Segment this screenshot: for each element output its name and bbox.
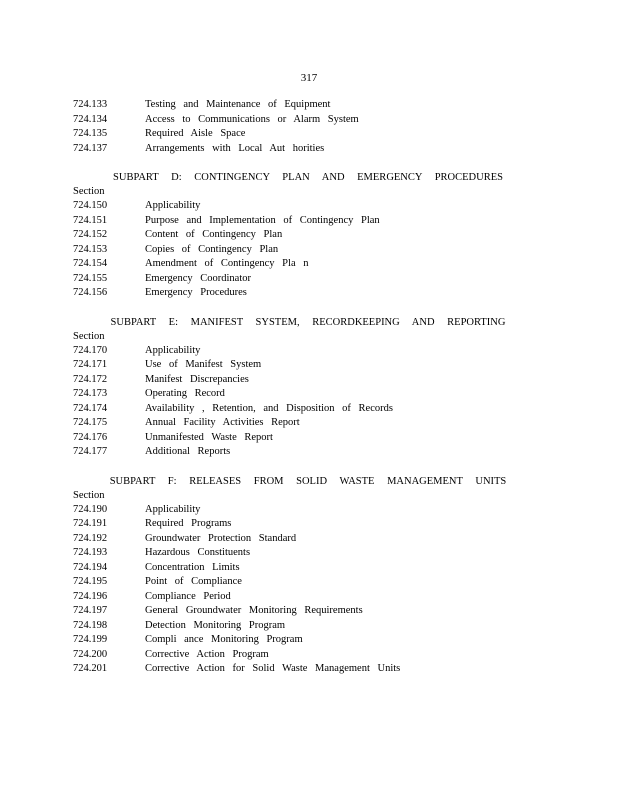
section-number: 724.190 [73, 503, 108, 515]
section-number: 724.137 [73, 142, 108, 154]
toc-row [73, 517, 543, 532]
toc-row [73, 445, 543, 460]
toc-row [73, 142, 543, 157]
section-title: Applicability [145, 344, 201, 356]
toc-row [73, 127, 543, 142]
toc-row [73, 199, 543, 214]
section-number: 724.194 [73, 561, 108, 573]
section-title: Required Aisle Space [145, 128, 246, 139]
section-label: Section [73, 489, 105, 501]
section-title: Operating Record [145, 388, 225, 399]
section-title: Emergency Procedures [145, 287, 247, 298]
toc-row [73, 373, 543, 388]
toc-row [73, 604, 543, 619]
section-number: 724.135 [73, 128, 108, 139]
section-label: Section [73, 330, 105, 342]
page-number: 317 [300, 72, 318, 84]
table-of-contents [73, 98, 543, 677]
section-number: 724.192 [73, 532, 108, 544]
section-title: Detection Monitoring Program [145, 619, 286, 631]
toc-row [73, 98, 543, 113]
section-number: 724.195 [73, 576, 108, 587]
section-number: 724.151 [73, 214, 108, 226]
toc-row [73, 344, 543, 359]
section-title: Concentration Limits [145, 561, 240, 573]
section-title: Point of Compliance [145, 576, 242, 587]
section-title: Copies of Contingency Plan [145, 243, 279, 255]
subpart-heading: SUBPART D: CONTINGENCY PLAN AND EMERGENCY PROCEDURES [113, 172, 503, 183]
subpart-e [73, 316, 543, 460]
section-number: 724.198 [73, 619, 108, 631]
section-title: Required Programs [145, 518, 232, 529]
section-number: 724.156 [73, 287, 108, 298]
section-title: Amendment of Contingency Pla n [145, 258, 309, 269]
section-number: 724.191 [73, 518, 108, 529]
section-title: Corrective Action Program [145, 648, 269, 660]
section-title: Additional Reports [145, 446, 231, 457]
subpart-d [73, 171, 543, 301]
section-number: 724.154 [73, 258, 108, 269]
section-title: Compli ance Monitoring Program [145, 634, 303, 645]
intro-section [73, 98, 543, 156]
toc-row [73, 662, 543, 677]
toc-row [73, 228, 543, 243]
toc-row [73, 243, 543, 258]
toc-row [73, 272, 543, 287]
subpart-f [73, 475, 543, 677]
toc-row [73, 648, 543, 663]
toc-row [73, 402, 543, 417]
section-title: Compliance Period [145, 590, 231, 602]
section-label: Section [73, 186, 105, 197]
section-title: Use of Manifest System [145, 359, 262, 370]
section-title: Availability , Retention, and Disposition of Records [145, 402, 393, 414]
section-number: 724.152 [73, 229, 108, 240]
section-number: 724.201 [73, 663, 108, 674]
subpart-heading: SUBPART E: MANIFEST SYSTEM, RECORDKEEPING AND REPORTING [110, 316, 506, 328]
toc-row [73, 590, 543, 605]
section-number: 724.193 [73, 547, 108, 558]
section-title: Applicability [145, 200, 201, 211]
section-number: 724.172 [73, 373, 108, 385]
toc-row [73, 561, 543, 576]
section-number: 724.153 [73, 243, 108, 255]
section-title: General Groundwater Monitoring Requirements [145, 605, 363, 616]
toc-row [73, 257, 543, 272]
section-title: Emergency Coordinator [145, 272, 251, 284]
section-title: Unmanifested Waste Report [145, 431, 273, 443]
section-number: 724.173 [73, 388, 108, 399]
section-title: Annual Facility Activities Report [145, 417, 300, 428]
toc-row [73, 286, 543, 301]
section-title: Groundwater Protection Standard [145, 532, 297, 544]
section-number: 724.197 [73, 605, 108, 616]
toc-row [73, 633, 543, 648]
toc-row [73, 503, 543, 518]
section-number: 724.177 [73, 446, 108, 457]
subpart-heading: SUBPART F: RELEASES FROM SOLID WASTE MANAGEMENT UNITS [109, 475, 507, 487]
section-number: 724.176 [73, 431, 108, 443]
section-number: 724.134 [73, 113, 108, 125]
section-title: Corrective Action for Solid Waste Management Units [145, 663, 401, 674]
section-number: 724.170 [73, 344, 108, 356]
section-title: Access to Communications or Alarm System [145, 113, 359, 125]
toc-row [73, 575, 543, 590]
section-number: 724.155 [73, 272, 108, 284]
toc-row [73, 532, 543, 547]
section-number: 724.200 [73, 648, 108, 660]
toc-row [73, 416, 543, 431]
section-number: 724.133 [73, 99, 108, 110]
section-number: 724.174 [73, 402, 108, 414]
section-number: 724.196 [73, 590, 108, 602]
section-title: Applicability [145, 503, 201, 515]
section-title: Purpose and Implementation of Contingency Plan [145, 214, 380, 226]
toc-row [73, 113, 543, 128]
toc-row [73, 546, 543, 561]
section-title: Testing and Maintenance of Equipment [145, 99, 331, 110]
toc-row [73, 358, 543, 373]
toc-row [73, 431, 543, 446]
section-number: 724.175 [73, 417, 108, 428]
section-number: 724.171 [73, 359, 108, 370]
toc-row [73, 619, 543, 634]
section-title: Arrangements with Local Aut horities [145, 142, 325, 154]
section-title: Hazardous Constituents [145, 547, 251, 558]
section-title: Content of Contingency Plan [145, 229, 283, 240]
section-title: Manifest Discrepancies [145, 373, 249, 385]
section-number: 724.150 [73, 200, 108, 211]
section-number: 724.199 [73, 634, 108, 645]
toc-row [73, 387, 543, 402]
toc-row [73, 214, 543, 229]
